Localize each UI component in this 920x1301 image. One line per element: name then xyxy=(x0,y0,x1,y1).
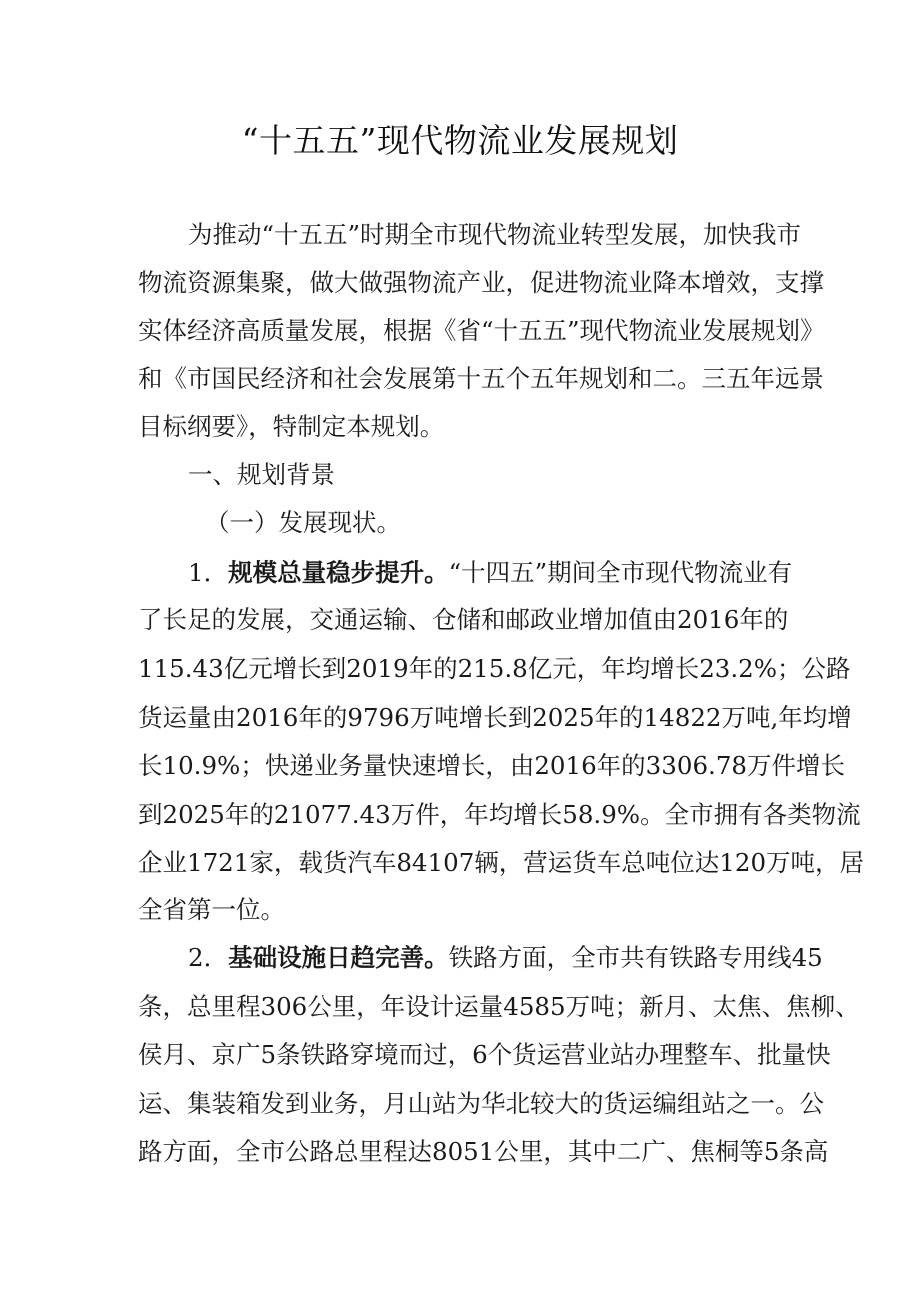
document-title: “十五五”现代物流业发展规划 xyxy=(241,121,679,160)
item-1-line-8: 全省第一位。 xyxy=(138,895,285,924)
item-2-line-2: 条，总里程306公里，年设计运量4585万吨；新月、太焦、焦柳、 xyxy=(138,992,860,1021)
item-2-first-line-rest: 铁路方面，全市共有铁路专用线45 xyxy=(448,943,823,972)
item-2-first-line xyxy=(188,941,823,975)
item-1-number: 1． xyxy=(188,558,229,587)
item-1-line-3: 115.43亿元增长到2019年的215.8亿元，年均增长23.2%；公路 xyxy=(138,654,851,683)
item-1-line-5: 长10.9%；快递业务量快速增长，由2016年的3306.78万件增长 xyxy=(138,751,845,780)
subsection-heading: （一）发展现状。 xyxy=(205,508,401,537)
item-1-first-line-rest: “十四五”期间全市现代物流业有 xyxy=(448,558,793,587)
item-1-line-7: 企业1721家，载货汽车84107辆，营运货车总吨位达120万吨，居 xyxy=(138,848,865,877)
item-2-line-5: 路方面，全市公路总里程达8051公里，其中二广、焦桐等5条高 xyxy=(138,1137,829,1166)
item-1-line-2: 了长足的发展，交通运输、仓储和邮政业增加值由2016年的 xyxy=(138,605,789,634)
item-2-bold-lead: 基础设施日趋完善。 xyxy=(228,943,449,972)
intro-line-5: 目标纲要》，特制定本规划。 xyxy=(138,412,445,441)
item-2-line-4: 运、集装箱发到业务，月山站为华北较大的货运编组站之一。公 xyxy=(138,1089,824,1118)
item-2-number: 2． xyxy=(188,943,229,972)
item-1-line-6: 到2025年的21077.43万件，年均增长58.9%。全市拥有各类物流 xyxy=(138,800,861,829)
item-1-line-4: 货运量由2016年的9796万吨增长到2025年的14822万吨,年均增 xyxy=(138,703,852,732)
section-heading: 一、规划背景 xyxy=(188,460,335,489)
item-1-first-line xyxy=(188,556,792,590)
intro-line-1: 为推动“十五五”时期全市现代物流业转型发展，加快我市 xyxy=(188,220,802,249)
item-1-bold-lead: 规模总量稳步提升。 xyxy=(228,558,449,587)
intro-line-2: 物流资源集聚，做大做强物流产业，促进物流业降本增效，支撑 xyxy=(138,268,824,297)
item-2-line-3: 侯月、京广5条铁路穿境而过，6个货运营业站办理整车、批量快 xyxy=(138,1040,831,1069)
intro-line-3: 实体经济高质量发展，根据《省“十五五”现代物流业发展规划》 xyxy=(138,316,825,345)
intro-line-4: 和《市国民经济和社会发展第十五个五年规划和二。三五年远景 xyxy=(138,364,824,393)
